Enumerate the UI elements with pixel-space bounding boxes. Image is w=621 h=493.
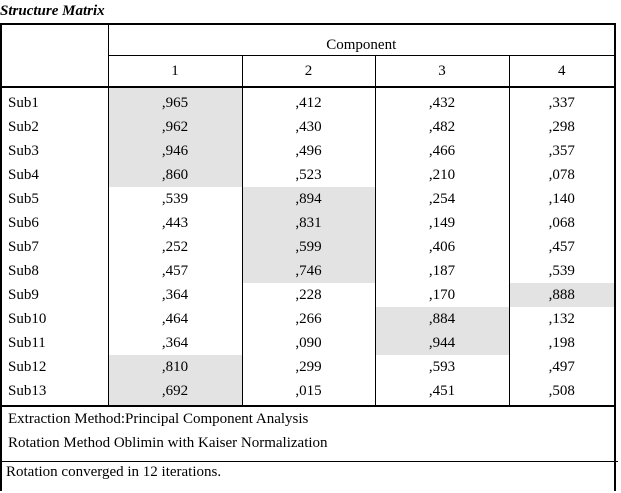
table-cell: ,210 [375,163,509,187]
column-header-1: 1 [108,56,242,88]
table-cell: ,894 [242,187,375,211]
table-row [1,283,615,307]
table-cell: ,482 [375,115,509,139]
table-cell: ,187 [375,259,509,283]
table-cell: ,497 [509,355,615,379]
table-row [1,187,615,211]
table-cell: ,451 [375,379,509,406]
table-cell: ,140 [509,187,615,211]
table-cell: ,198 [509,331,615,355]
row-label: Sub1 [1,87,108,115]
table-cell: ,254 [375,187,509,211]
row-label: Sub4 [1,163,108,187]
row-label: Sub11 [1,331,108,355]
table-cell: ,252 [108,235,242,259]
row-label: Sub6 [1,211,108,235]
column-header-3: 3 [375,56,509,88]
header-row-component [1,24,615,56]
row-label: Sub12 [1,355,108,379]
table-cell: ,860 [108,163,242,187]
table-row [1,211,615,235]
table-cell: ,149 [375,211,509,235]
table-cell: ,746 [242,259,375,283]
row-label: Sub9 [1,283,108,307]
table-row [1,307,615,331]
table-cell: ,539 [509,259,615,283]
table-row [1,355,615,379]
table-cell: ,430 [242,115,375,139]
table-cell: ,299 [242,355,375,379]
table-cell: ,944 [375,331,509,355]
table-cell: ,406 [375,235,509,259]
table-cell: ,888 [509,283,615,307]
table-row [1,115,615,139]
table-cell: ,432 [375,87,509,115]
table-row [1,87,615,115]
structure-matrix-table [0,23,616,407]
table-cell: ,962 [108,115,242,139]
table-title: Structure Matrix [0,3,105,19]
table-cell: ,965 [108,87,242,115]
table-cell: ,364 [108,283,242,307]
row-label: Sub8 [1,259,108,283]
table-cell: ,457 [108,259,242,283]
convergence-note: Rotation converged in 12 iterations. [2,461,618,482]
table-row [1,163,615,187]
table-cell: ,457 [509,235,615,259]
table-footer [0,405,616,491]
rotation-method-note: Rotation Method Oblimin with Kaiser Normalization [8,435,328,451]
component-header: Component [108,24,615,56]
table-cell: ,090 [242,331,375,355]
table-cell: ,443 [108,211,242,235]
table-cell: ,266 [242,307,375,331]
table-cell: ,692 [108,379,242,406]
row-label: Sub13 [1,379,108,406]
row-label: Sub10 [1,307,108,331]
table-cell: ,539 [108,187,242,211]
table-cell: ,466 [375,139,509,163]
table-cell: ,357 [509,139,615,163]
table-row [1,259,615,283]
table-cell: ,496 [242,139,375,163]
column-header-2: 2 [242,56,375,88]
table-cell: ,015 [242,379,375,406]
table-cell: ,298 [509,115,615,139]
column-header-4: 4 [509,56,615,88]
table-cell: ,337 [509,87,615,115]
table-row [1,331,615,355]
table-cell: ,078 [509,163,615,187]
table-cell: ,593 [375,355,509,379]
table-row [1,235,615,259]
table-row [1,379,615,406]
table-body [1,87,615,406]
table-cell: ,523 [242,163,375,187]
table-cell: ,068 [509,211,615,235]
table-cell: ,810 [108,355,242,379]
table-cell: ,170 [375,283,509,307]
corner-cell [1,24,108,87]
table-cell: ,884 [375,307,509,331]
table-cell: ,412 [242,87,375,115]
row-label: Sub2 [1,115,108,139]
row-label: Sub3 [1,139,108,163]
table-cell: ,946 [108,139,242,163]
table-cell: ,228 [242,283,375,307]
table-row [1,139,615,163]
table-cell: ,132 [509,307,615,331]
table-cell: ,599 [242,235,375,259]
table-cell: ,831 [242,211,375,235]
extraction-method-note: Extraction Method:Principal Component Analysis [8,411,309,427]
table-cell: ,364 [108,331,242,355]
row-label: Sub5 [1,187,108,211]
table-cell: ,508 [509,379,615,406]
table-cell: ,464 [108,307,242,331]
row-label: Sub7 [1,235,108,259]
